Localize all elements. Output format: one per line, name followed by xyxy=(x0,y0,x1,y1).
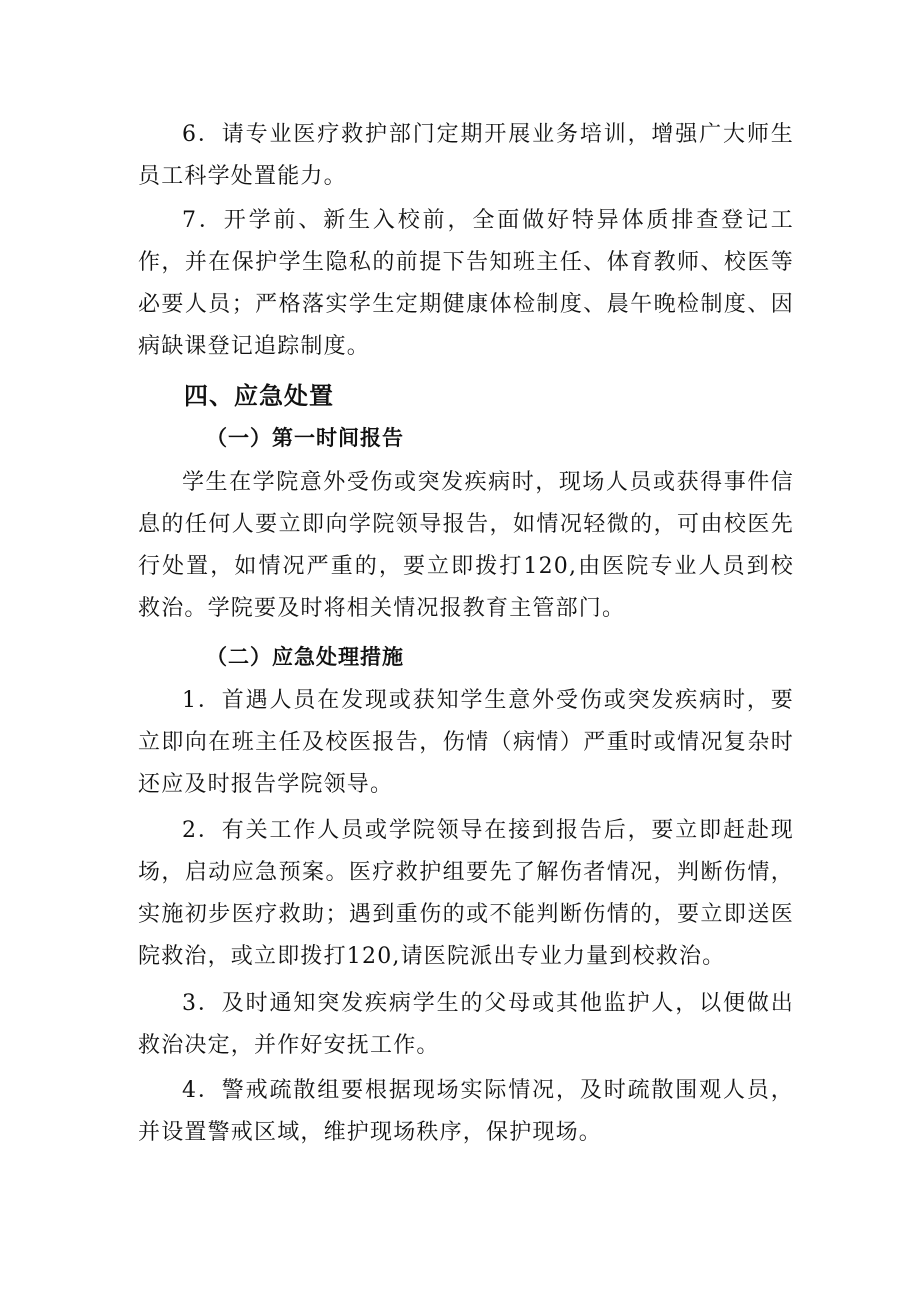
paragraph-measure-2: 2．有关工作人员或学院领导在接到报告后，要立即赶赴现场，启动应急预案。医疗救护组要先了解伤者情况，判断伤情，实施初步医疗救助；遇到重伤的或不能判断伤情的，要立即送医院救治，或立即拨打120,请医院派出专业力量到校救治。 xyxy=(138,818,794,969)
paragraph-first-report: 学生在学院意外受伤或突发疾病时，现场人员或获得事件信息的任何人要立即向学院领导报告，如情况轻微的，可由校医先行处置，如情况严重的，要立即拨打120,由医院专业人员到校救治。学院要及时将相关情况报教育主管部门。 xyxy=(138,470,794,621)
paragraph-measure-1: 1．首遇人员在发现或获知学生意外受伤或突发疾病时，要立即向在班主任及校医报告，伤情（病情）严重时或情况复杂时还应及时报告学院领导。 xyxy=(138,688,794,797)
section-title-emergency-response: 四、应急处置 xyxy=(184,382,334,410)
subsection-title-first-report: （一）第一时间报告 xyxy=(206,425,404,450)
subsection-title-measures: （二）应急处理措施 xyxy=(206,644,404,669)
paragraph-item-7: 7．开学前、新生入校前，全面做好特异体质排查登记工作，并在保护学生隐私的前提下告知班主任、体育教师、校医等必要人员；严格落实学生定期健康体检制度、晨午晚检制度、因病缺课登记追踪制度。 xyxy=(138,208,794,359)
paragraph-measure-3: 3．及时通知突发疾病学生的父母或其他监护人，以便做出救治决定，并作好安抚工作。 xyxy=(138,991,794,1058)
paragraph-measure-4: 4．警戒疏散组要根据现场实际情况，及时疏散围观人员，并设置警戒区域，维护现场秩序，保护现场。 xyxy=(138,1078,794,1145)
paragraph-item-6: 6．请专业医疗救护部门定期开展业务培训，增强广大师生员工科学处置能力。 xyxy=(138,122,794,189)
